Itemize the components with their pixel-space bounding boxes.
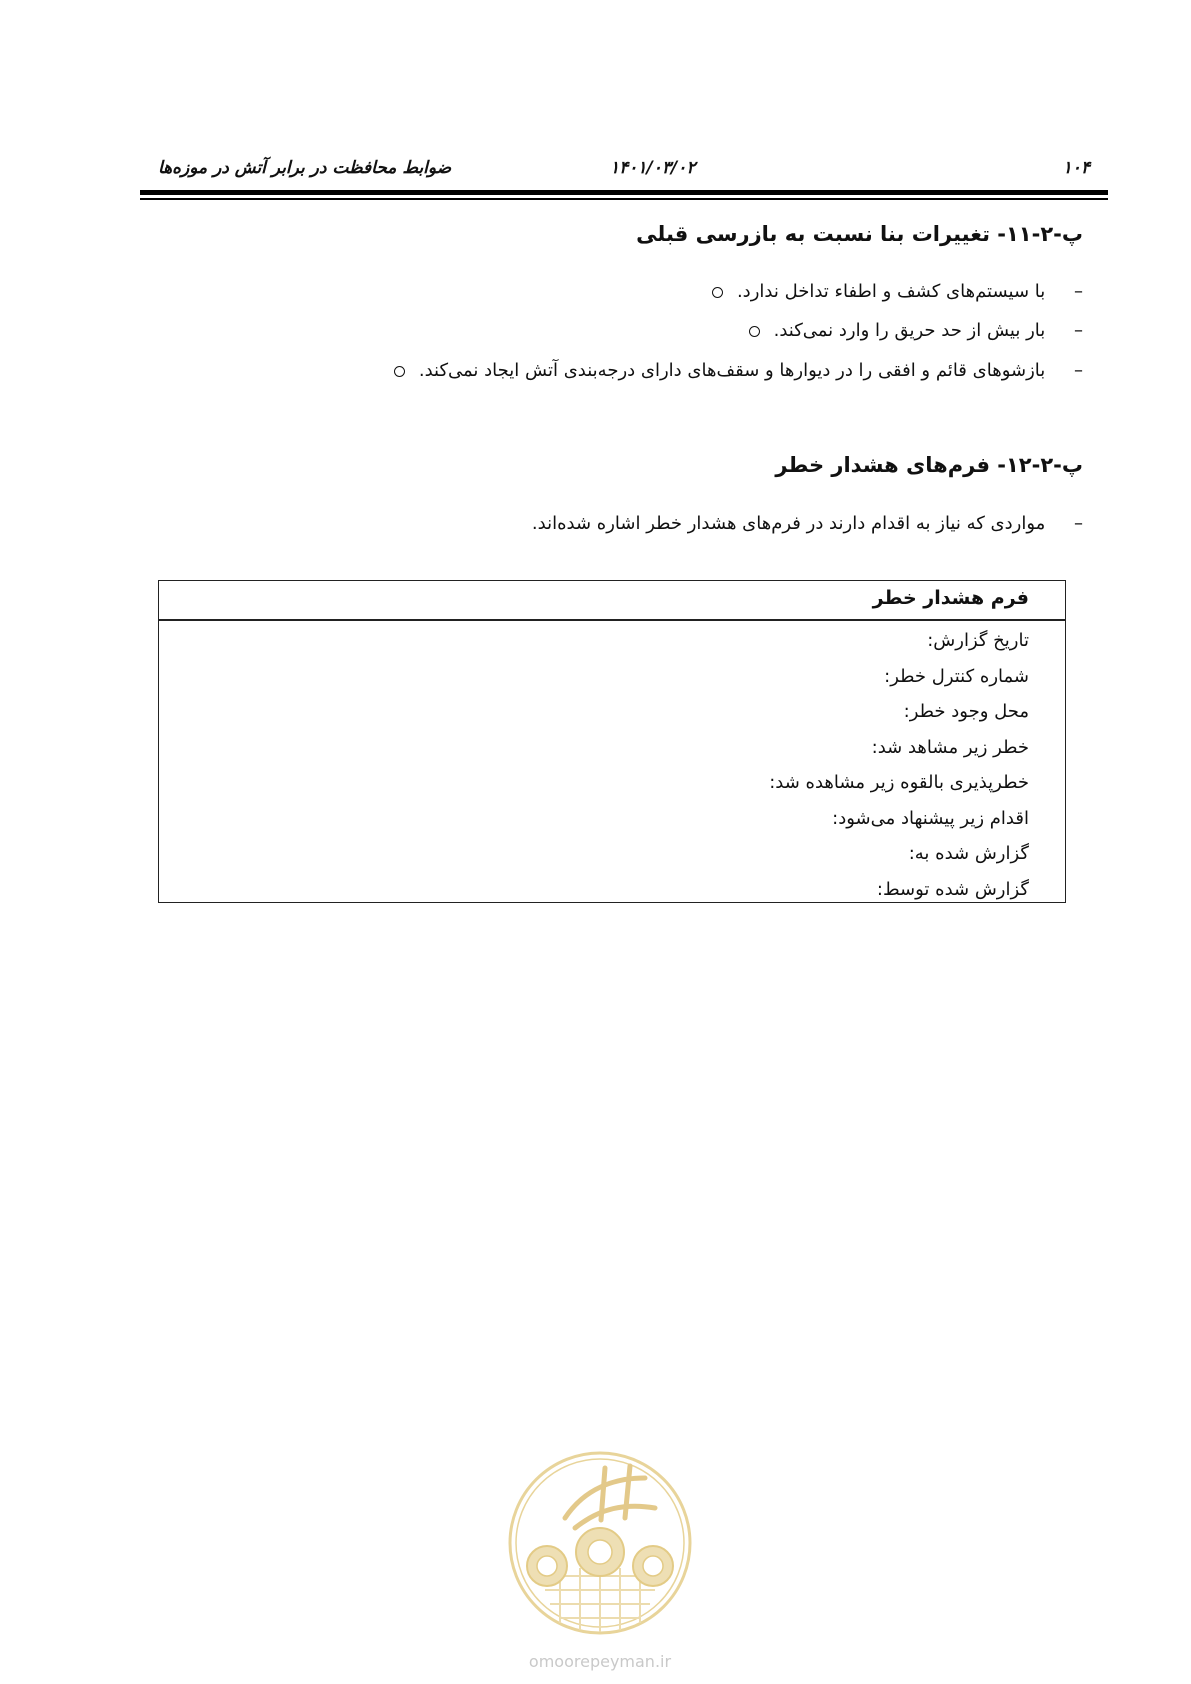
empty-circle-icon — [394, 366, 405, 377]
list-item-text: بازشوهای قائم و افقی را در دیوارها و سقف‌های دارای درجه‌بندی آتش ایجاد نمی‌کند. — [418, 360, 1046, 381]
form-field-hazard-location: محل وجود خطر: — [903, 701, 1029, 722]
form-field-report-date: تاریخ گزارش: — [927, 630, 1029, 651]
page-number: ۱۰۴ — [1062, 158, 1090, 178]
form-fields — [769, 623, 1029, 907]
header-rule-thin — [140, 198, 1108, 200]
dash-bullet: – — [1074, 513, 1083, 534]
form-field-recommended-action: اقدام زیر پیشنهاد می‌شود: — [832, 807, 1029, 829]
hazard-warning-form — [158, 580, 1066, 903]
page-header — [140, 158, 1108, 184]
form-divider — [159, 619, 1065, 621]
list-item — [712, 281, 1083, 302]
dash-bullet: – — [1074, 360, 1083, 381]
section-heading-hazard-forms: پ-۲-۱۲- فرم‌های هشدار خطر — [775, 453, 1083, 477]
dash-bullet: – — [1074, 281, 1083, 302]
section-heading-building-changes: پ-۲-۱۱- تغییرات بنا نسبت به بازرسی قبلی — [636, 222, 1083, 246]
form-field-observed-hazard: خطر زیر مشاهد شد: — [871, 736, 1029, 758]
watermark-seal-logo — [505, 1448, 695, 1638]
form-field-control-number: شماره کنترل خطر: — [884, 665, 1029, 687]
list-item-text: بار بیش از حد حریق را وارد نمی‌کند. — [773, 320, 1046, 341]
form-field-reported-by: گزارش شده توسط: — [876, 878, 1029, 900]
watermark-site: omoorepeyman.ir — [528, 1652, 672, 1671]
list-item — [749, 320, 1083, 341]
header-title: ضوابط محافظت در برابر آتش در موزه‌ها — [158, 158, 452, 178]
list-item-text: مواردی که نیاز به اقدام دارند در فرم‌های هشدار خطر اشاره شده‌اند. — [531, 513, 1046, 534]
list-item — [394, 360, 1083, 381]
form-field-reported-to: گزارش شده به: — [908, 843, 1029, 864]
list-item — [532, 513, 1083, 534]
dash-bullet: – — [1074, 320, 1083, 341]
empty-circle-icon — [749, 326, 760, 337]
header-rule-thick — [140, 190, 1108, 195]
header-date: ۱۴۰۱/۰۳/۰۲ — [610, 158, 696, 178]
form-field-potential-risk: خطرپذیری بالقوه زیر مشاهده شد: — [769, 772, 1029, 793]
empty-circle-icon — [712, 287, 723, 298]
form-title: فرم هشدار خطر — [872, 587, 1029, 609]
list-item-text: با سیستم‌های کشف و اطفاء تداخل ندارد. — [736, 281, 1046, 302]
